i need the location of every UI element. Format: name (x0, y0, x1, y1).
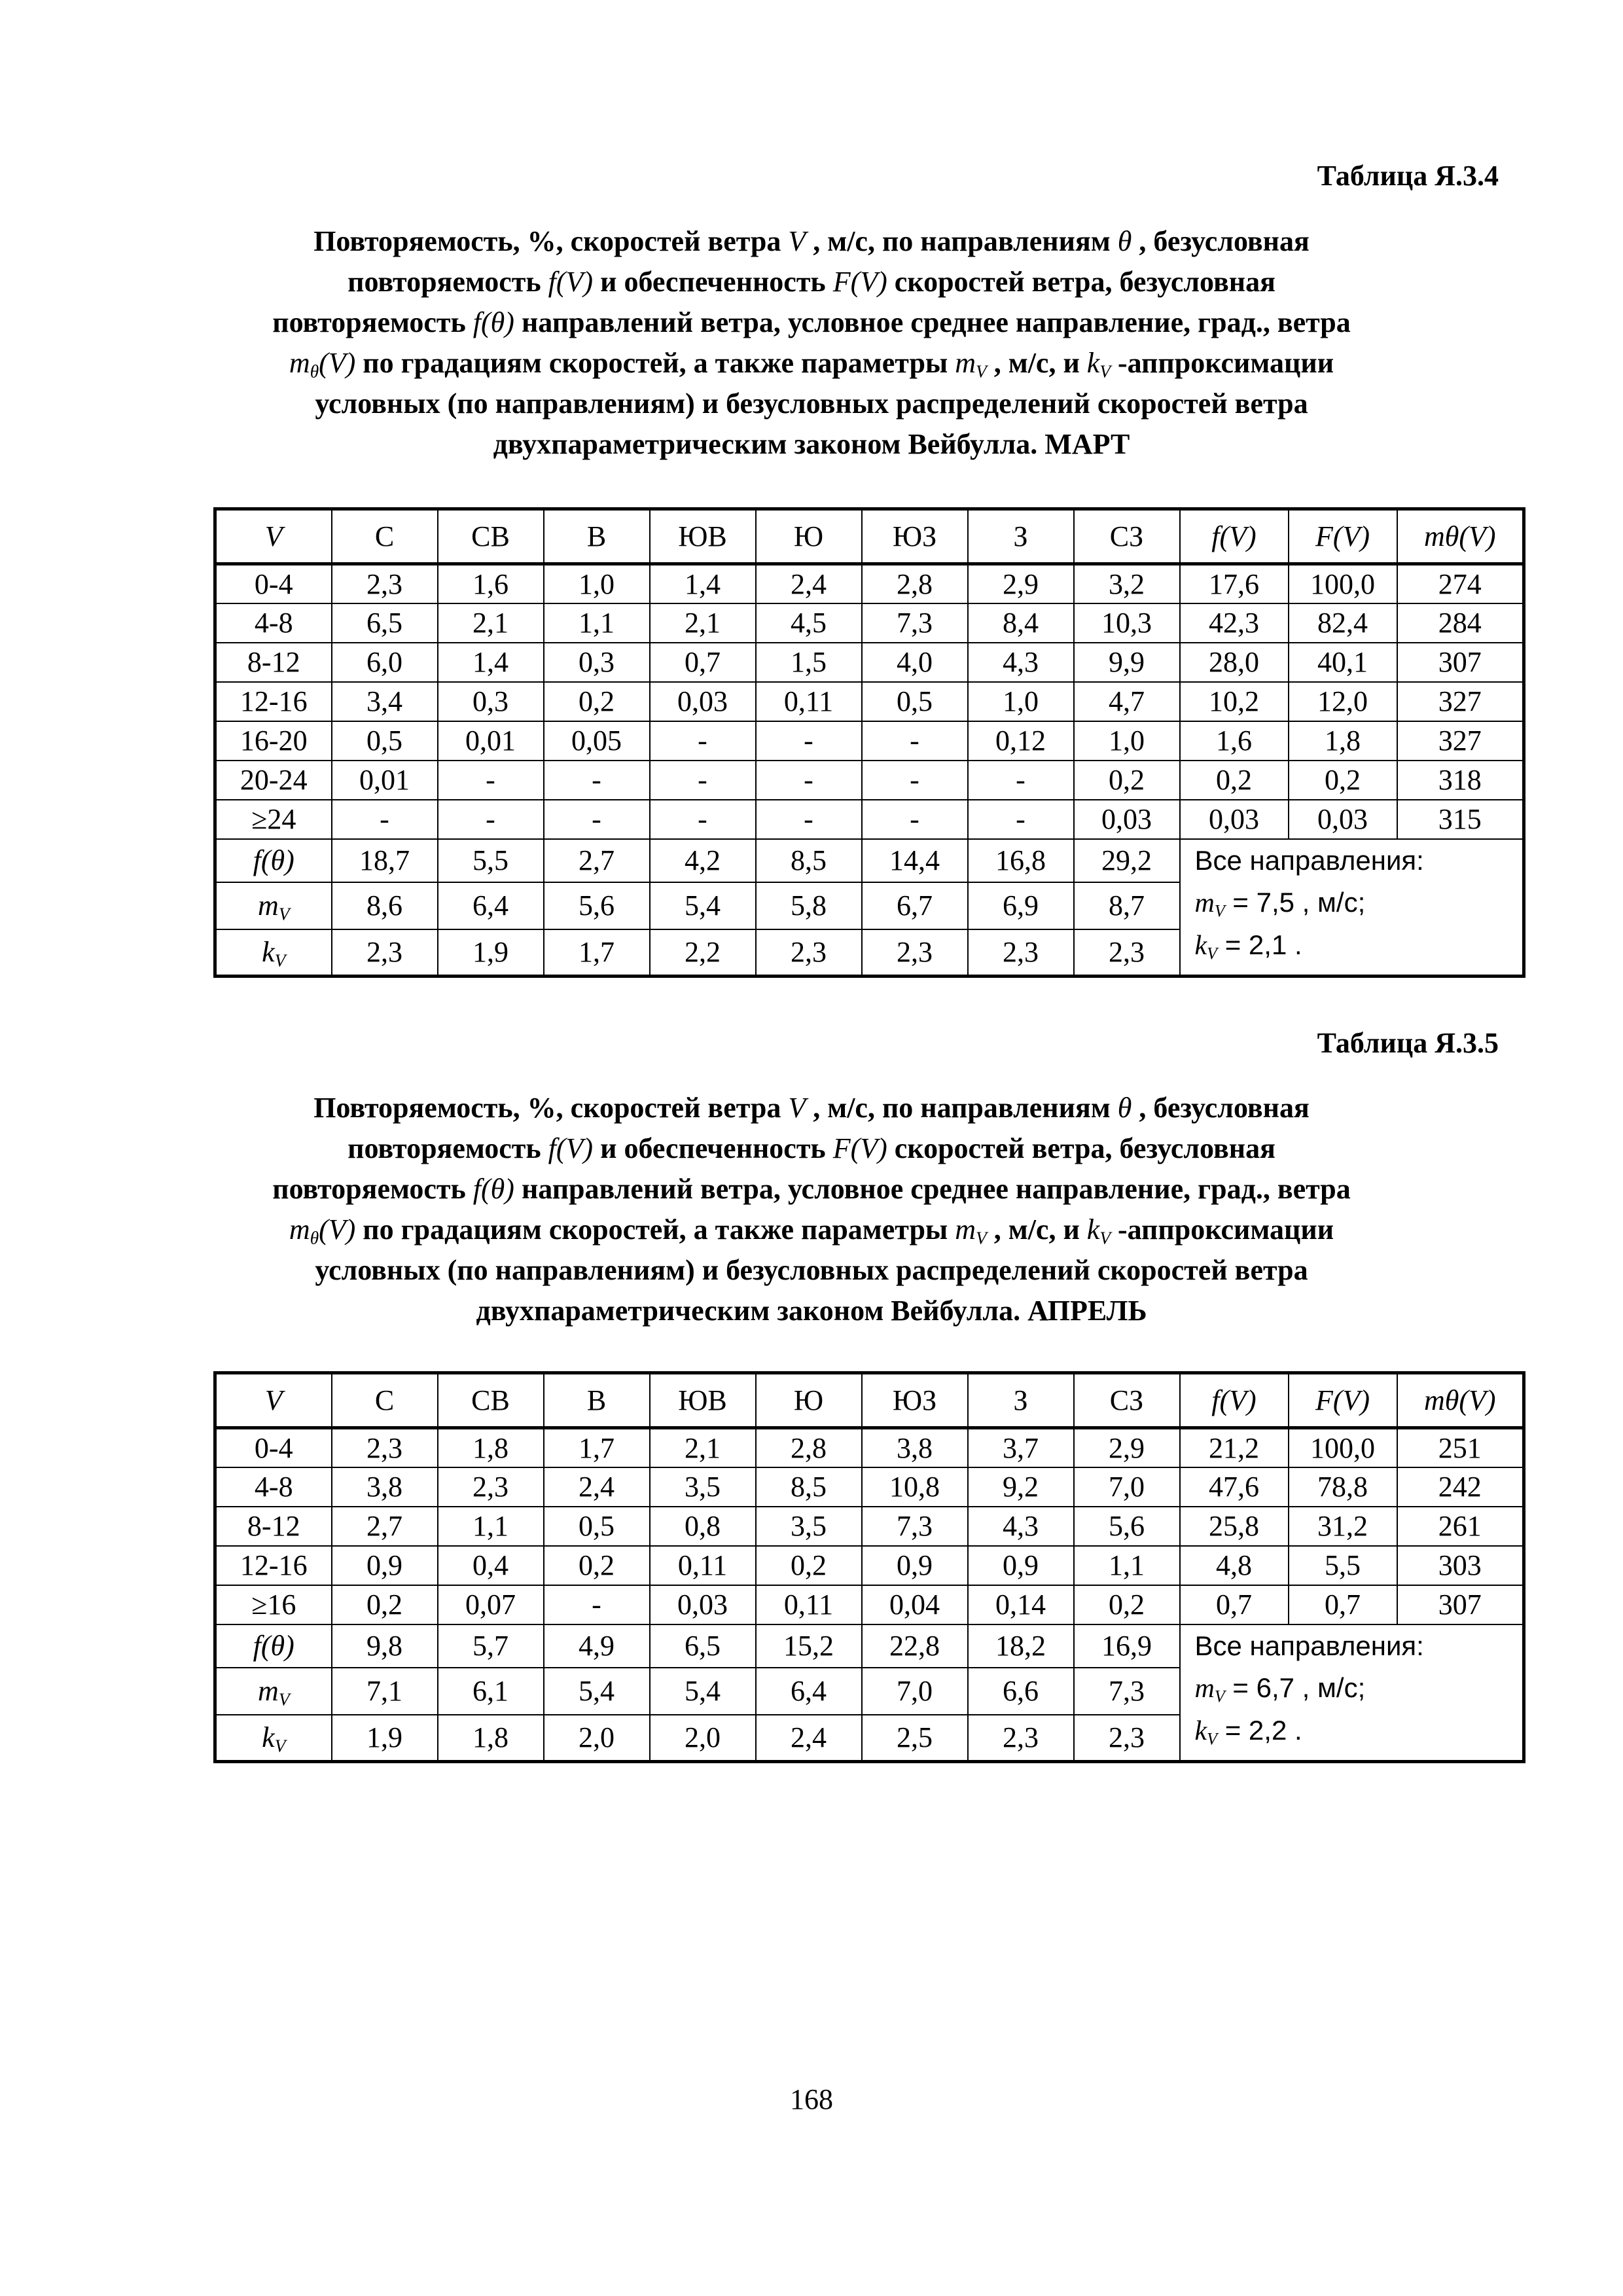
table-cell: - (968, 761, 1074, 800)
table-cell: 2,8 (862, 564, 968, 603)
data-table (213, 507, 1525, 978)
table-cell: 1,8 (438, 1428, 544, 1467)
table-cell: 2,9 (968, 564, 1074, 603)
table-cell: 0,7 (1289, 1585, 1397, 1624)
table-cell: - (544, 800, 650, 839)
table-cell: 2,3 (332, 1428, 438, 1467)
table-cell: 47,6 (1180, 1467, 1289, 1507)
table-cell: 0,2 (1180, 761, 1289, 800)
column-header: ЮЗ (862, 1373, 968, 1428)
table-cell: 16,9 (1074, 1624, 1180, 1668)
table-cell: 2,3 (332, 564, 438, 603)
table-cell: 0,3 (544, 643, 650, 682)
table-cell: 6,4 (438, 882, 544, 929)
table-row (215, 682, 1524, 721)
table-cell: 1,1 (1074, 1546, 1180, 1585)
table-cell: 3,4 (332, 682, 438, 721)
table-cell: 2,3 (862, 929, 968, 977)
table-cell: ≥16 (215, 1585, 332, 1624)
table-row (215, 800, 1524, 839)
table-cell: 2,4 (756, 564, 862, 603)
table-cell: 100,0 (1289, 1428, 1397, 1467)
row-label: $m_V$ (215, 1668, 332, 1715)
table-cell: 8,5 (756, 839, 862, 882)
table-cell: 9,8 (332, 1624, 438, 1668)
table-cell: 1,7 (544, 1428, 650, 1467)
table-cell: 0,5 (332, 721, 438, 761)
table-cell: - (756, 721, 862, 761)
column-header: В (544, 1373, 650, 1428)
table-cell: 5,4 (650, 882, 756, 929)
column-header: Ю (756, 1373, 862, 1428)
table-cell: 0,03 (1074, 800, 1180, 839)
table-cell: 7,0 (862, 1668, 968, 1715)
table-cell: 315 (1397, 800, 1524, 839)
summary-cell (1180, 839, 1524, 977)
column-header: В (544, 509, 650, 564)
column-header: mθ(V) (1397, 1373, 1524, 1428)
table-cell: 1,9 (332, 1715, 438, 1762)
table-cell: 12-16 (215, 682, 332, 721)
table-row (215, 1585, 1524, 1624)
table-cell: 0,11 (650, 1546, 756, 1585)
table-cell: 100,0 (1289, 564, 1397, 603)
summary-title: Все направления: (1194, 1630, 1424, 1661)
table-cell: 0-4 (215, 564, 332, 603)
table-cell: 2,7 (332, 1507, 438, 1546)
table-cell: 0,04 (862, 1585, 968, 1624)
table-cell: 17,6 (1180, 564, 1289, 603)
column-header: ЮВ (650, 1373, 756, 1428)
table-cell: 31,2 (1289, 1507, 1397, 1546)
table-cell: 261 (1397, 1507, 1524, 1546)
table-cell: 2,8 (756, 1428, 862, 1467)
table-cell: 307 (1397, 1585, 1524, 1624)
table-cell: 3,2 (1074, 564, 1180, 603)
table-cell: 5,5 (1289, 1546, 1397, 1585)
table-cell: 78,8 (1289, 1467, 1397, 1507)
summary-mv: $m_V = 6,7$ , м/с; (1194, 1672, 1366, 1706)
column-header: f(V) (1180, 1373, 1289, 1428)
table-cell: ≥24 (215, 800, 332, 839)
column-header: ЮВ (650, 509, 756, 564)
table-cell: 0,2 (756, 1546, 862, 1585)
table-cell: 0,2 (1289, 761, 1397, 800)
table-cell: 2,3 (1074, 1715, 1180, 1762)
table-cell: 16,8 (968, 839, 1074, 882)
table-cell: 0,3 (438, 682, 544, 721)
column-header: V (215, 509, 332, 564)
table-cell: 8,5 (756, 1467, 862, 1507)
table-cell: 5,7 (438, 1624, 544, 1668)
table-row (215, 1428, 1524, 1467)
table-cell: 0,5 (862, 682, 968, 721)
table-cell: 2,4 (544, 1467, 650, 1507)
table-cell: - (862, 761, 968, 800)
table-cell: 2,7 (544, 839, 650, 882)
table-cell: 0,7 (1180, 1585, 1289, 1624)
table-cell: 12-16 (215, 1546, 332, 1585)
f-theta-row (215, 1624, 1524, 1668)
column-header: ЮЗ (862, 509, 968, 564)
table-cell: 327 (1397, 682, 1524, 721)
table-cell: 1,4 (650, 564, 756, 603)
table-cell: 1,8 (1289, 721, 1397, 761)
table-cell: - (862, 800, 968, 839)
table-cell: 0,14 (968, 1585, 1074, 1624)
table-cell: 0,8 (650, 1507, 756, 1546)
table-cell: - (544, 1585, 650, 1624)
table-cell: 1,8 (438, 1715, 544, 1762)
summary-mv: $m_V = 7,5$ , м/с; (1194, 886, 1366, 920)
table-cell: 6,0 (332, 643, 438, 682)
table-cell: 0,2 (1074, 761, 1180, 800)
table-header-row (215, 1373, 1524, 1428)
table-cell: 6,5 (650, 1624, 756, 1668)
table-row (215, 721, 1524, 761)
table-cell: 1,5 (756, 643, 862, 682)
table-cell: 5,4 (650, 1668, 756, 1715)
table-cell: - (968, 800, 1074, 839)
table-cell: - (544, 761, 650, 800)
table-cell: 251 (1397, 1428, 1524, 1467)
table-cell: 3,5 (756, 1507, 862, 1546)
table-cell: 1,1 (544, 603, 650, 643)
table-cell: 0,01 (332, 761, 438, 800)
table-cell: 6,9 (968, 882, 1074, 929)
column-header: mθ(V) (1397, 509, 1524, 564)
table-cell: 6,1 (438, 1668, 544, 1715)
page-number: 168 (790, 2083, 833, 2115)
table-cell: 12,0 (1289, 682, 1397, 721)
table-cell: 4-8 (215, 603, 332, 643)
table-cell: 3,8 (862, 1428, 968, 1467)
table-cell: 2,3 (968, 929, 1074, 977)
column-header: f(V) (1180, 509, 1289, 564)
table-row (215, 1546, 1524, 1585)
row-label: f(θ) (215, 1624, 332, 1668)
table-cell: 242 (1397, 1467, 1524, 1507)
table-cell: 40,1 (1289, 643, 1397, 682)
table-cell: 25,8 (1180, 1507, 1289, 1546)
table-cell: 318 (1397, 761, 1524, 800)
table-cell: 4,2 (650, 839, 756, 882)
data-table (213, 1371, 1525, 1763)
column-header: F(V) (1289, 1373, 1397, 1428)
table-cell: 0,4 (438, 1546, 544, 1585)
table-cell: 5,6 (544, 882, 650, 929)
table-cell: 8,7 (1074, 882, 1180, 929)
table-cell: 3,8 (332, 1467, 438, 1507)
table-cell: 21,2 (1180, 1428, 1289, 1467)
table-header-row (215, 509, 1524, 564)
table-cell: 6,5 (332, 603, 438, 643)
table-cell: 3,5 (650, 1467, 756, 1507)
table-cell: 28,0 (1180, 643, 1289, 682)
table-cell: 5,8 (756, 882, 862, 929)
table-cell: 16-20 (215, 721, 332, 761)
table-cell: 7,3 (1074, 1668, 1180, 1715)
column-header: З (968, 1373, 1074, 1428)
table-cell: 7,0 (1074, 1467, 1180, 1507)
table-cell: 5,5 (438, 839, 544, 882)
summary-cell (1180, 1624, 1524, 1762)
table-cell: 1,0 (544, 564, 650, 603)
table-cell: - (438, 800, 544, 839)
table-cell: 6,4 (756, 1668, 862, 1715)
table-cell: 2,0 (544, 1715, 650, 1762)
table-cell: 22,8 (862, 1624, 968, 1668)
table-cell: 0,05 (544, 721, 650, 761)
table-cell: 4-8 (215, 1467, 332, 1507)
column-header: СЗ (1074, 1373, 1180, 1428)
row-label: $k_V$ (215, 929, 332, 977)
table-cell: 2,4 (756, 1715, 862, 1762)
table-cell: 82,4 (1289, 603, 1397, 643)
table-caption: Повторяемость, %, скоростей ветра V , м/с, по направлениям θ , безусловная повторяемость f(V) и обеспеченность F(V) скоростей ветра, безусловная повторяемость f(θ) направлений ветра, условное среднее направление, град., ветра $m_\theta(V)$ по градациям скоростей, а также параметры $m_V$ , м/с, и $k_V$ -аппроксимации условных (по направлениям) и безусловных распределений скоростей ветра двухпараметрическим законом Вейбулла. МАРТ (272, 225, 1351, 460)
table-cell: 0-4 (215, 1428, 332, 1467)
table-cell: - (438, 761, 544, 800)
table-cell: 1,6 (1180, 721, 1289, 761)
table-cell: 2,1 (438, 603, 544, 643)
table-cell: 10,2 (1180, 682, 1289, 721)
table-cell: 1,9 (438, 929, 544, 977)
table-cell: 2,2 (650, 929, 756, 977)
table-row (215, 603, 1524, 643)
table-cell: 0,03 (650, 1585, 756, 1624)
table-cell: 4,7 (1074, 682, 1180, 721)
table-cell: 8,6 (332, 882, 438, 929)
column-header: СВ (438, 509, 544, 564)
table-cell: 3,7 (968, 1428, 1074, 1467)
table-cell: 6,7 (862, 882, 968, 929)
table-cell: 8-12 (215, 1507, 332, 1546)
table-cell: 303 (1397, 1546, 1524, 1585)
table-cell: - (756, 800, 862, 839)
table-cell: 18,7 (332, 839, 438, 882)
table-cell: 2,3 (332, 929, 438, 977)
table-cell: 2,3 (756, 929, 862, 977)
table-cell: 20-24 (215, 761, 332, 800)
table-cell: 18,2 (968, 1624, 1074, 1668)
table-cell: - (650, 721, 756, 761)
column-header: F(V) (1289, 509, 1397, 564)
table-cell: 4,0 (862, 643, 968, 682)
table-cell: 4,9 (544, 1624, 650, 1668)
table-cell: 4,3 (968, 1507, 1074, 1546)
row-label: f(θ) (215, 839, 332, 882)
table-cell: 10,8 (862, 1467, 968, 1507)
table-cell: 7,1 (332, 1668, 438, 1715)
column-header: СЗ (1074, 509, 1180, 564)
table-cell: 7,3 (862, 603, 968, 643)
table-cell: 284 (1397, 603, 1524, 643)
table-cell: 42,3 (1180, 603, 1289, 643)
table-cell: 4,3 (968, 643, 1074, 682)
table-cell: 9,9 (1074, 643, 1180, 682)
table-cell: 6,6 (968, 1668, 1074, 1715)
table-cell: - (756, 761, 862, 800)
column-header: СВ (438, 1373, 544, 1428)
table-cell: 0,2 (544, 682, 650, 721)
table-row (215, 1507, 1524, 1546)
table-row (215, 1467, 1524, 1507)
table-number: Таблица Я.3.5 (1317, 1027, 1499, 1059)
table-cell: 0,03 (650, 682, 756, 721)
table-number: Таблица Я.3.4 (1317, 160, 1499, 192)
table-cell: 0,2 (332, 1585, 438, 1624)
column-header: С (332, 1373, 438, 1428)
column-header: Ю (756, 509, 862, 564)
table-cell: - (862, 721, 968, 761)
table-cell: 15,2 (756, 1624, 862, 1668)
row-label: $k_V$ (215, 1715, 332, 1762)
table-cell: 0,2 (1074, 1585, 1180, 1624)
table-cell: 274 (1397, 564, 1524, 603)
table-cell: 7,3 (862, 1507, 968, 1546)
table-cell: - (650, 761, 756, 800)
table-cell: 0,03 (1180, 800, 1289, 839)
summary-title: Все направления: (1194, 844, 1424, 876)
table-cell: 2,3 (968, 1715, 1074, 1762)
table-cell: 0,07 (438, 1585, 544, 1624)
table-cell: 2,9 (1074, 1428, 1180, 1467)
table-cell: 327 (1397, 721, 1524, 761)
column-header: З (968, 509, 1074, 564)
table-cell: 14,4 (862, 839, 968, 882)
table-cell: 0,9 (968, 1546, 1074, 1585)
table-cell: 5,6 (1074, 1507, 1180, 1546)
table-cell: 2,0 (650, 1715, 756, 1762)
table-cell: 10,3 (1074, 603, 1180, 643)
table-cell: 0,11 (756, 682, 862, 721)
table-row (215, 564, 1524, 603)
table-cell: 2,3 (438, 1467, 544, 1507)
table-cell: 0,03 (1289, 800, 1397, 839)
table-cell: 0,01 (438, 721, 544, 761)
table-cell: - (332, 800, 438, 839)
table-cell: 0,5 (544, 1507, 650, 1546)
table-cell: 4,8 (1180, 1546, 1289, 1585)
table-cell: 1,7 (544, 929, 650, 977)
f-theta-row (215, 839, 1524, 882)
table-cell: 8-12 (215, 643, 332, 682)
table-cell: 0,9 (862, 1546, 968, 1585)
table-cell: 307 (1397, 643, 1524, 682)
summary-kv: $k_V = 2,2$ . (1194, 1714, 1302, 1748)
table-row (215, 643, 1524, 682)
table-cell: - (650, 800, 756, 839)
table-cell: 2,3 (1074, 929, 1180, 977)
table-cell: 0,9 (332, 1546, 438, 1585)
table-cell: 0,11 (756, 1585, 862, 1624)
table-cell: 2,1 (650, 603, 756, 643)
table-cell: 2,5 (862, 1715, 968, 1762)
table-cell: 29,2 (1074, 839, 1180, 882)
table-cell: 0,12 (968, 721, 1074, 761)
table-cell: 1,4 (438, 643, 544, 682)
table-cell: 2,1 (650, 1428, 756, 1467)
table-cell: 0,7 (650, 643, 756, 682)
table-row (215, 761, 1524, 800)
table-cell: 1,0 (968, 682, 1074, 721)
table-caption: Повторяемость, %, скоростей ветра V , м/с, по направлениям θ , безусловная повторяемость f(V) и обеспеченность F(V) скоростей ветра, безусловная повторяемость f(θ) направлений ветра, условное среднее направление, град., ветра $m_\theta(V)$ по градациям скоростей, а также параметры $m_V$ , м/с, и $k_V$ -аппроксимации условных (по направлениям) и безусловных распределений скоростей ветра двухпараметрическим законом Вейбулла. АПРЕЛЬ (272, 1092, 1351, 1327)
column-header: V (215, 1373, 332, 1428)
table-cell: 1,6 (438, 564, 544, 603)
table-cell: 9,2 (968, 1467, 1074, 1507)
table-cell: 4,5 (756, 603, 862, 643)
table-cell: 1,0 (1074, 721, 1180, 761)
row-label: $m_V$ (215, 882, 332, 929)
column-header: С (332, 509, 438, 564)
table-cell: 8,4 (968, 603, 1074, 643)
table-cell: 0,2 (544, 1546, 650, 1585)
table-cell: 5,4 (544, 1668, 650, 1715)
table-cell: 1,1 (438, 1507, 544, 1546)
summary-kv: $k_V = 2,1$ . (1194, 929, 1302, 963)
